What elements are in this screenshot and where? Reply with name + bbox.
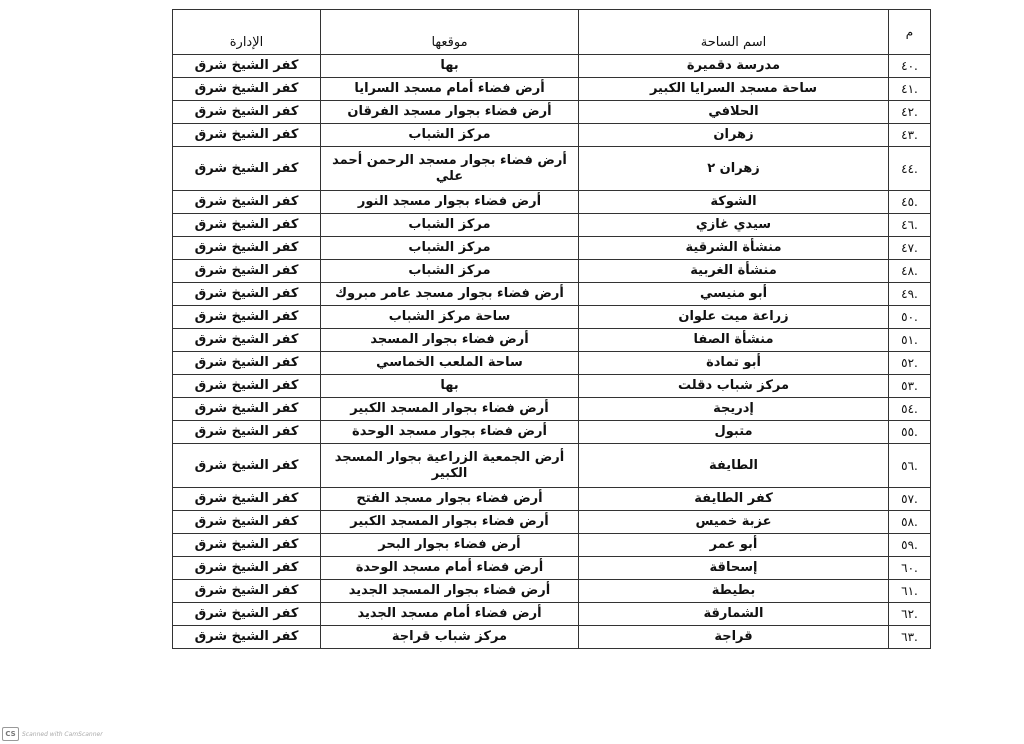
cell-name: قراجة xyxy=(579,626,889,649)
table-body xyxy=(173,55,931,649)
cell-admin: كفر الشيخ شرق xyxy=(173,306,321,329)
cell-location: مركز شباب قراجة xyxy=(321,626,579,649)
table-row xyxy=(173,398,931,421)
table-row xyxy=(173,191,931,214)
cell-admin: كفر الشيخ شرق xyxy=(173,214,321,237)
table-row xyxy=(173,260,931,283)
cell-location: أرض فضاء بجوار المسجد xyxy=(321,329,579,352)
header-name-top xyxy=(579,10,889,33)
header-admin-top xyxy=(173,10,321,33)
table-row xyxy=(173,283,931,306)
cell-admin: كفر الشيخ شرق xyxy=(173,78,321,101)
cell-admin: كفر الشيخ شرق xyxy=(173,237,321,260)
cell-num: .٤٥ xyxy=(889,191,931,214)
table-row xyxy=(173,352,931,375)
cell-location: مركز الشباب xyxy=(321,124,579,147)
cell-num: .٦٠ xyxy=(889,557,931,580)
table-row xyxy=(173,444,931,488)
cell-name: الشمارقة xyxy=(579,603,889,626)
cell-name: بطيطة xyxy=(579,580,889,603)
cell-location: أرض فضاء بجوار المسجد الكبير xyxy=(321,398,579,421)
cell-location: أرض الجمعية الزراعية بجوار المسجد الكبير xyxy=(321,444,579,488)
cell-name: ساحة مسجد السرايا الكبير xyxy=(579,78,889,101)
cell-admin: كفر الشيخ شرق xyxy=(173,191,321,214)
cell-num: .٦١ xyxy=(889,580,931,603)
cell-name: إسحاقة xyxy=(579,557,889,580)
cell-location: أرض فضاء بجوار مسجد الفرقان xyxy=(321,101,579,124)
cell-num: .٤٧ xyxy=(889,237,931,260)
cell-admin: كفر الشيخ شرق xyxy=(173,603,321,626)
table-row xyxy=(173,329,931,352)
cell-num: .٥٢ xyxy=(889,352,931,375)
cell-admin: كفر الشيخ شرق xyxy=(173,375,321,398)
cell-num: .٥٤ xyxy=(889,398,931,421)
cell-name: كفر الطايفة xyxy=(579,488,889,511)
table-row xyxy=(173,78,931,101)
cell-name: مركز شباب دقلت xyxy=(579,375,889,398)
cell-num: .٥١ xyxy=(889,329,931,352)
squares-table xyxy=(172,9,931,649)
table-row xyxy=(173,306,931,329)
cell-num: .٥٣ xyxy=(889,375,931,398)
cell-location: أرض فضاء أمام مسجد الجديد xyxy=(321,603,579,626)
cell-admin: كفر الشيخ شرق xyxy=(173,124,321,147)
cell-name: منشأة الصفا xyxy=(579,329,889,352)
cell-name: أبو تمادة xyxy=(579,352,889,375)
table-row xyxy=(173,557,931,580)
cell-admin: كفر الشيخ شرق xyxy=(173,55,321,78)
cell-admin: كفر الشيخ شرق xyxy=(173,283,321,306)
cell-location: أرض فضاء بجوار مسجد الفتح xyxy=(321,488,579,511)
cell-admin: كفر الشيخ شرق xyxy=(173,511,321,534)
cell-name: زهران xyxy=(579,124,889,147)
cell-location: مركز الشباب xyxy=(321,260,579,283)
cell-admin: كفر الشيخ شرق xyxy=(173,444,321,488)
cell-admin: كفر الشيخ شرق xyxy=(173,580,321,603)
cell-num: .٥٥ xyxy=(889,421,931,444)
header-location: موقعها xyxy=(321,32,579,55)
cell-location: بها xyxy=(321,55,579,78)
table-row xyxy=(173,101,931,124)
cell-location: مركز الشباب xyxy=(321,214,579,237)
cell-location: أرض فضاء أمام مسجد الوحدة xyxy=(321,557,579,580)
cell-location: أرض فضاء بجوار مسجد الوحدة xyxy=(321,421,579,444)
table-row xyxy=(173,580,931,603)
cell-admin: كفر الشيخ شرق xyxy=(173,147,321,191)
cell-name: زهران ٢ xyxy=(579,147,889,191)
table-row xyxy=(173,534,931,557)
header-num: م xyxy=(889,10,931,55)
cell-num: .٤١ xyxy=(889,78,931,101)
cell-name: إدريجة xyxy=(579,398,889,421)
cell-name: منشأة الغربية xyxy=(579,260,889,283)
cell-num: .٤٣ xyxy=(889,124,931,147)
camscanner-logo-icon: CS xyxy=(2,727,19,741)
cell-location: ساحة الملعب الخماسي xyxy=(321,352,579,375)
cell-admin: كفر الشيخ شرق xyxy=(173,329,321,352)
cell-location: أرض فضاء بجوار البحر xyxy=(321,534,579,557)
header-admin: الإدارة xyxy=(173,32,321,55)
table-row xyxy=(173,626,931,649)
table-row xyxy=(173,124,931,147)
cell-location: أرض فضاء بجوار مسجد عامر مبروك xyxy=(321,283,579,306)
table-row xyxy=(173,147,931,191)
table-header-row xyxy=(173,10,931,33)
cell-num: .٤٤ xyxy=(889,147,931,191)
cell-name: أبو منيسي xyxy=(579,283,889,306)
cell-admin: كفر الشيخ شرق xyxy=(173,557,321,580)
cell-name: متبول xyxy=(579,421,889,444)
cell-location: أرض فضاء بجوار مسجد الرحمن أحمد علي xyxy=(321,147,579,191)
cell-admin: كفر الشيخ شرق xyxy=(173,534,321,557)
table-row xyxy=(173,214,931,237)
cell-name: الطايفة xyxy=(579,444,889,488)
table-row xyxy=(173,488,931,511)
cell-location: ساحة مركز الشباب xyxy=(321,306,579,329)
cell-name: سيدي غازي xyxy=(579,214,889,237)
cell-name: أبو عمر xyxy=(579,534,889,557)
cell-location: أرض فضاء أمام مسجد السرايا xyxy=(321,78,579,101)
cell-num: .٥٩ xyxy=(889,534,931,557)
cell-admin: كفر الشيخ شرق xyxy=(173,488,321,511)
cell-admin: كفر الشيخ شرق xyxy=(173,626,321,649)
cell-admin: كفر الشيخ شرق xyxy=(173,260,321,283)
cell-name: عزبة خميس xyxy=(579,511,889,534)
table-row xyxy=(173,511,931,534)
cell-num: .٤٦ xyxy=(889,214,931,237)
cell-name: منشأة الشرقية xyxy=(579,237,889,260)
table-row xyxy=(173,55,931,78)
cell-num: .٥٠ xyxy=(889,306,931,329)
cell-name: الشوكة xyxy=(579,191,889,214)
table-row xyxy=(173,237,931,260)
cell-num: .٥٦ xyxy=(889,444,931,488)
cell-name: مدرسة دقميرة xyxy=(579,55,889,78)
cell-num: .٤٠ xyxy=(889,55,931,78)
cell-num: .٦٣ xyxy=(889,626,931,649)
cell-admin: كفر الشيخ شرق xyxy=(173,421,321,444)
scanner-text: Scanned with CamScanner xyxy=(22,730,103,738)
cell-num: .٤٢ xyxy=(889,101,931,124)
cell-name: زراعة ميت علوان xyxy=(579,306,889,329)
table-row xyxy=(173,421,931,444)
header-name: اسم الساحة xyxy=(579,32,889,55)
table-header-labels xyxy=(173,32,931,55)
cell-admin: كفر الشيخ شرق xyxy=(173,101,321,124)
cell-location: أرض فضاء بجوار مسجد النور xyxy=(321,191,579,214)
scanner-watermark xyxy=(2,727,103,741)
cell-location: أرض فضاء بجوار المسجد الجديد xyxy=(321,580,579,603)
cell-num: .٦٢ xyxy=(889,603,931,626)
table-row xyxy=(173,375,931,398)
cell-admin: كفر الشيخ شرق xyxy=(173,398,321,421)
cell-admin: كفر الشيخ شرق xyxy=(173,352,321,375)
cell-num: .٥٨ xyxy=(889,511,931,534)
cell-location: مركز الشباب xyxy=(321,237,579,260)
cell-num: .٤٨ xyxy=(889,260,931,283)
cell-name: الحلافي xyxy=(579,101,889,124)
cell-location: أرض فضاء بجوار المسجد الكبير xyxy=(321,511,579,534)
cell-num: .٤٩ xyxy=(889,283,931,306)
cell-num: .٥٧ xyxy=(889,488,931,511)
header-location-top xyxy=(321,10,579,33)
cell-location: بها xyxy=(321,375,579,398)
table-row xyxy=(173,603,931,626)
